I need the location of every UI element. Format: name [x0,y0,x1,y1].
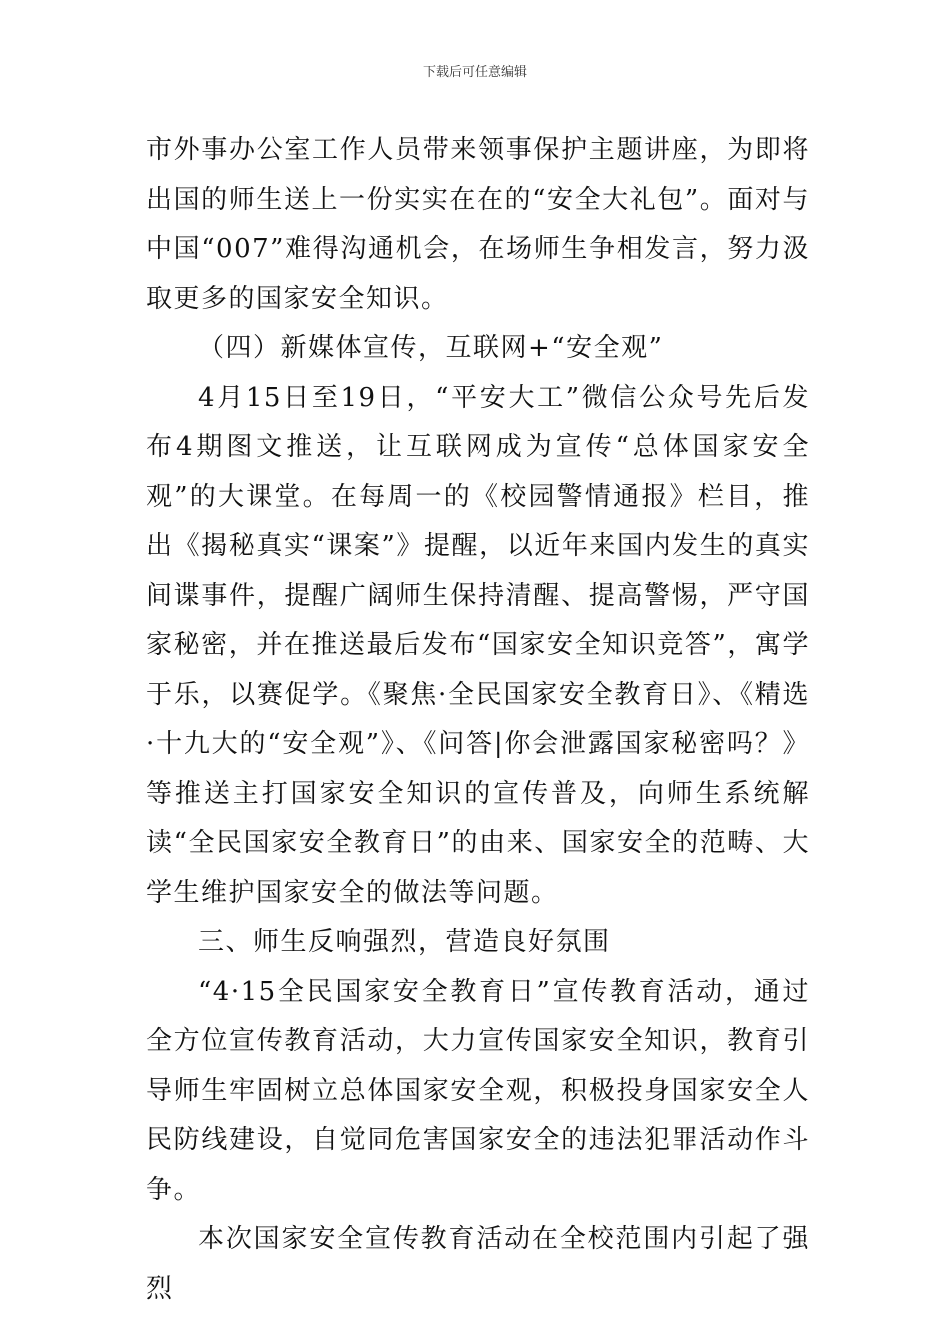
paragraph-5: “4·15全民国家安全教育日”宣传教育活动，通过全方位宣传教育活动，大力宣传国家安全知识，教育引导师生牢固树立总体国家安全观，积极投身国家安全人民防线建设，自觉同危害国家安全的违法犯罪活动作斗争。 [146,976,810,1205]
paragraph-4-section-heading: 三、师生反响强烈，营造良好氛围 [198,927,611,957]
paragraph-2-section-heading: （四）新媒体宣传，互联网+“安全观” [198,333,664,363]
page-header: 下载后可任意编辑 [422,65,527,80]
paragraph-6: 本次国家安全宣传教育活动在全校范围内引起了强烈 [146,1224,810,1304]
paragraph-1: 市外事办公室工作人员带来领事保护主题讲座，为即将出国的师生送上一份实实在在的“安全大礼包”。面对与中国“007”难得沟通机会，在场师生争相发言，努力汲取更多的国家安全知识。 [146,135,810,314]
document-body [146,126,810,1314]
paragraph-3: 4月15日至19日，“平安大工”微信公众号先后发布4期图文推送，让互联网成为宣传“总体国家安全观”的大课堂。在每周一的《校园警情通报》栏目，推出《揭秘真实“课案”》提醒，以近年来国内发生的真实间谍事件，提醒广阔师生保持清醒、提高警惕，严守国家秘密，并在推送最后发布“国家安全知识竞答”，寓学于乐，以赛促学。《聚焦·全民国家安全教育日》、《精选·十九大的“安全观”》、《问答|你会泄露国家秘密吗？》等推送主打国家安全知识的宣传普及，向师生系统解读“全民国家安全教育日”的由来、国家安全的范畴、大学生维护国家安全的做法等问题。 [146,382,810,908]
